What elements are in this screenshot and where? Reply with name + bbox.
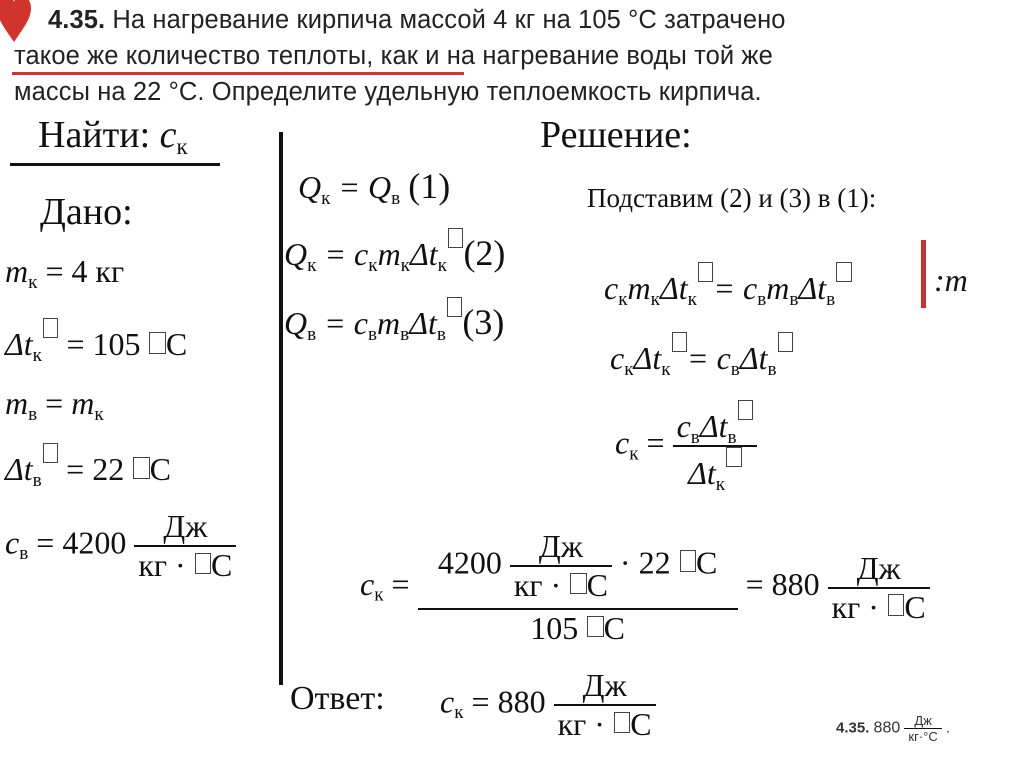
placeholder-box-icon [195,553,211,575]
var-m: m [377,305,401,342]
answer-label: Ответ: [290,680,385,717]
unit-c: С [904,588,926,625]
unit-fraction [510,528,612,604]
den-kg: кг · [557,706,605,742]
sub-v: в [307,323,317,345]
var-q: = Q [338,169,392,205]
placeholder-box-icon [43,318,58,338]
problem-statement [14,2,1019,110]
placeholder-box-icon [614,712,630,734]
num-mult-22: · 22 [619,544,671,581]
given-m-k [5,253,125,293]
find-var: с [159,114,177,156]
placeholder-box-icon [447,297,462,317]
given-c-v [5,508,236,584]
var-c: = с [713,270,758,307]
sub-v: в [400,323,410,345]
fraction-numerator: Дж [538,528,583,564]
placeholder-box-icon [836,262,851,282]
var-dt: Δt [5,451,33,488]
find-sub: к [176,133,188,159]
fraction-denominator: $\Delta t_к$ [673,445,757,492]
var-m: m [5,385,29,421]
fraction-numerator: Дж [856,549,901,586]
den-105: 105 [530,610,579,646]
answer-key-number: 4.35. [836,719,870,737]
equals: = [45,385,64,421]
unit-c: С [630,706,652,742]
sub-v: в [789,288,799,310]
given-dt-v [5,443,171,491]
find-label: Найти: [38,114,151,156]
sub-k: к [437,254,447,276]
answer-key [836,713,950,744]
computation [360,528,930,647]
sub-k: к [687,288,697,310]
placeholder-box-icon [738,400,753,420]
placeholder-box-icon [587,616,603,638]
sub-k: к [94,403,104,425]
sub-v: в [767,358,777,380]
equals: = [646,424,665,461]
unit-fraction [134,508,236,584]
fraction-numerator: Дж [582,667,627,703]
sub-v: в [391,187,401,209]
var-dt: Δt [798,270,827,307]
var-dt: Δt [409,305,437,342]
sub-k: к [629,443,639,465]
var-c: с [5,524,20,561]
problem-line-1: На нагревание кирпича массой 4 кг на 105 °С затрачено [112,6,786,34]
problem-line-3: массы на 22 °С. Определите удельную теплоемкость кирпича. [14,78,762,106]
sub-v: в [19,543,29,565]
placeholder-box-icon [778,332,793,352]
var-dt: Δt [739,340,768,377]
sub-v: в [730,358,740,380]
step-1 [604,262,852,310]
var-m: m [627,270,651,307]
divide-by-m: :m [934,262,968,298]
sub-k: к [454,702,464,724]
find-section [38,113,188,157]
var-m: m [5,253,29,289]
var-dt: Δt [659,270,688,307]
den-kg: кг · [831,588,879,625]
step-3-fraction [673,400,757,496]
equation-tag: (2) [463,233,506,274]
placeholder-box-icon [888,594,904,616]
sub-k: к [368,254,378,276]
sub-k: к [374,584,384,606]
problem-number: 4.35. [48,6,106,34]
sub-k: к [650,288,660,310]
sub-k: к [618,288,628,310]
unit-c: С [586,567,608,603]
unit-fraction [554,667,656,743]
equals: = [391,565,410,602]
var-c: = с [324,236,369,273]
var-c: с [610,340,625,377]
sub-k: к [307,254,317,276]
var-c: с [440,683,455,720]
given-dt-v-value: = 22 [66,451,125,488]
red-underline [12,72,464,75]
fraction-denominator [134,545,236,584]
given-dt-k-value: = 105 [66,326,141,363]
placeholder-box-icon [698,262,713,282]
sub-k: к [661,358,671,380]
fraction-denominator: кг·°С [904,728,941,744]
unit-c: С [695,544,718,581]
given-m-k-value: = 4 кг [45,253,125,289]
equation-tag: (1) [408,166,451,206]
answer-key-value: 880 [873,719,901,737]
placeholder-box-icon [570,573,586,595]
vertical-divider [279,132,283,685]
sub-v: в [32,469,42,491]
var-c: = с [686,340,731,377]
placeholder-box-icon [680,550,696,572]
fraction-denominator [828,587,930,626]
unit-c: С [603,610,625,646]
placeholder-box-icon [43,443,58,463]
var-dt: Δt [633,340,662,377]
var-q: Q [284,236,308,273]
result-value: = 880 [745,565,820,602]
equation-2 [284,228,505,274]
var-dt: Δt [410,236,438,273]
sub-k: к [400,254,410,276]
problem-line-2: такое же количество теплоты, как и на нагревание воды той же [14,42,773,70]
equation-tag: (3) [462,302,505,343]
sub-v: в [28,403,38,425]
substitute-text: Подставим (2) и (3) в (1): [587,183,877,213]
placeholder-box-icon [448,228,463,248]
placeholder-box-icon [726,447,741,467]
find-underline [10,163,220,166]
var-dt: Δt [5,326,33,363]
red-divider-bar [921,240,926,308]
sub-v: в [436,323,446,345]
den-kg: кг · [138,547,186,583]
placeholder-box-icon [133,457,149,479]
fraction-denominator [554,704,656,743]
equation-1 [298,165,450,207]
computation-fraction [418,528,738,647]
unit-fraction [828,550,930,626]
sub-v: в [367,323,378,345]
var-c: с [360,565,375,602]
placeholder-box-icon [149,332,165,354]
unit-c: С [211,547,233,583]
fraction-numerator [418,528,738,608]
var-q: Q [298,169,322,205]
answer-key-fraction [904,713,941,744]
unit-c: С [149,451,171,488]
fraction-numerator: Дж [914,713,932,728]
answer-value: = 880 [471,683,546,720]
given-m-v [5,385,104,425]
sub-v: в [757,288,767,310]
sub-v: в [826,288,836,310]
var-c: с [615,424,630,461]
sub-k: к [624,358,634,380]
var-q: Q [284,305,308,342]
fraction-denominator [418,608,738,647]
fraction-numerator: Дж [163,508,208,544]
step-2 [610,332,793,380]
num-4200: 4200 [437,544,502,581]
given-label: Дано: [40,191,133,233]
sub-k: к [28,271,38,293]
answer-formula [440,667,656,743]
sub-k: к [321,187,331,209]
fraction-denominator [510,565,612,604]
sub-k: к [32,344,42,366]
given-dt-k [5,318,188,366]
var-m: m [766,270,790,307]
var-c: = с [324,305,368,342]
fraction-numerator: $с_в\Delta t_в$ [673,400,757,445]
placeholder-box-icon [672,332,687,352]
unit-c: С [165,326,188,363]
var-m: m [71,385,95,421]
var-m: m [377,236,401,273]
given-c-v-value: = 4200 [36,524,127,561]
step-3 [615,400,757,496]
den-kg: кг · [513,567,562,603]
equation-3 [284,297,504,343]
solution-label: Решение: [540,114,692,156]
answer-key-tail: . [945,719,951,737]
var-c: с [604,270,619,307]
